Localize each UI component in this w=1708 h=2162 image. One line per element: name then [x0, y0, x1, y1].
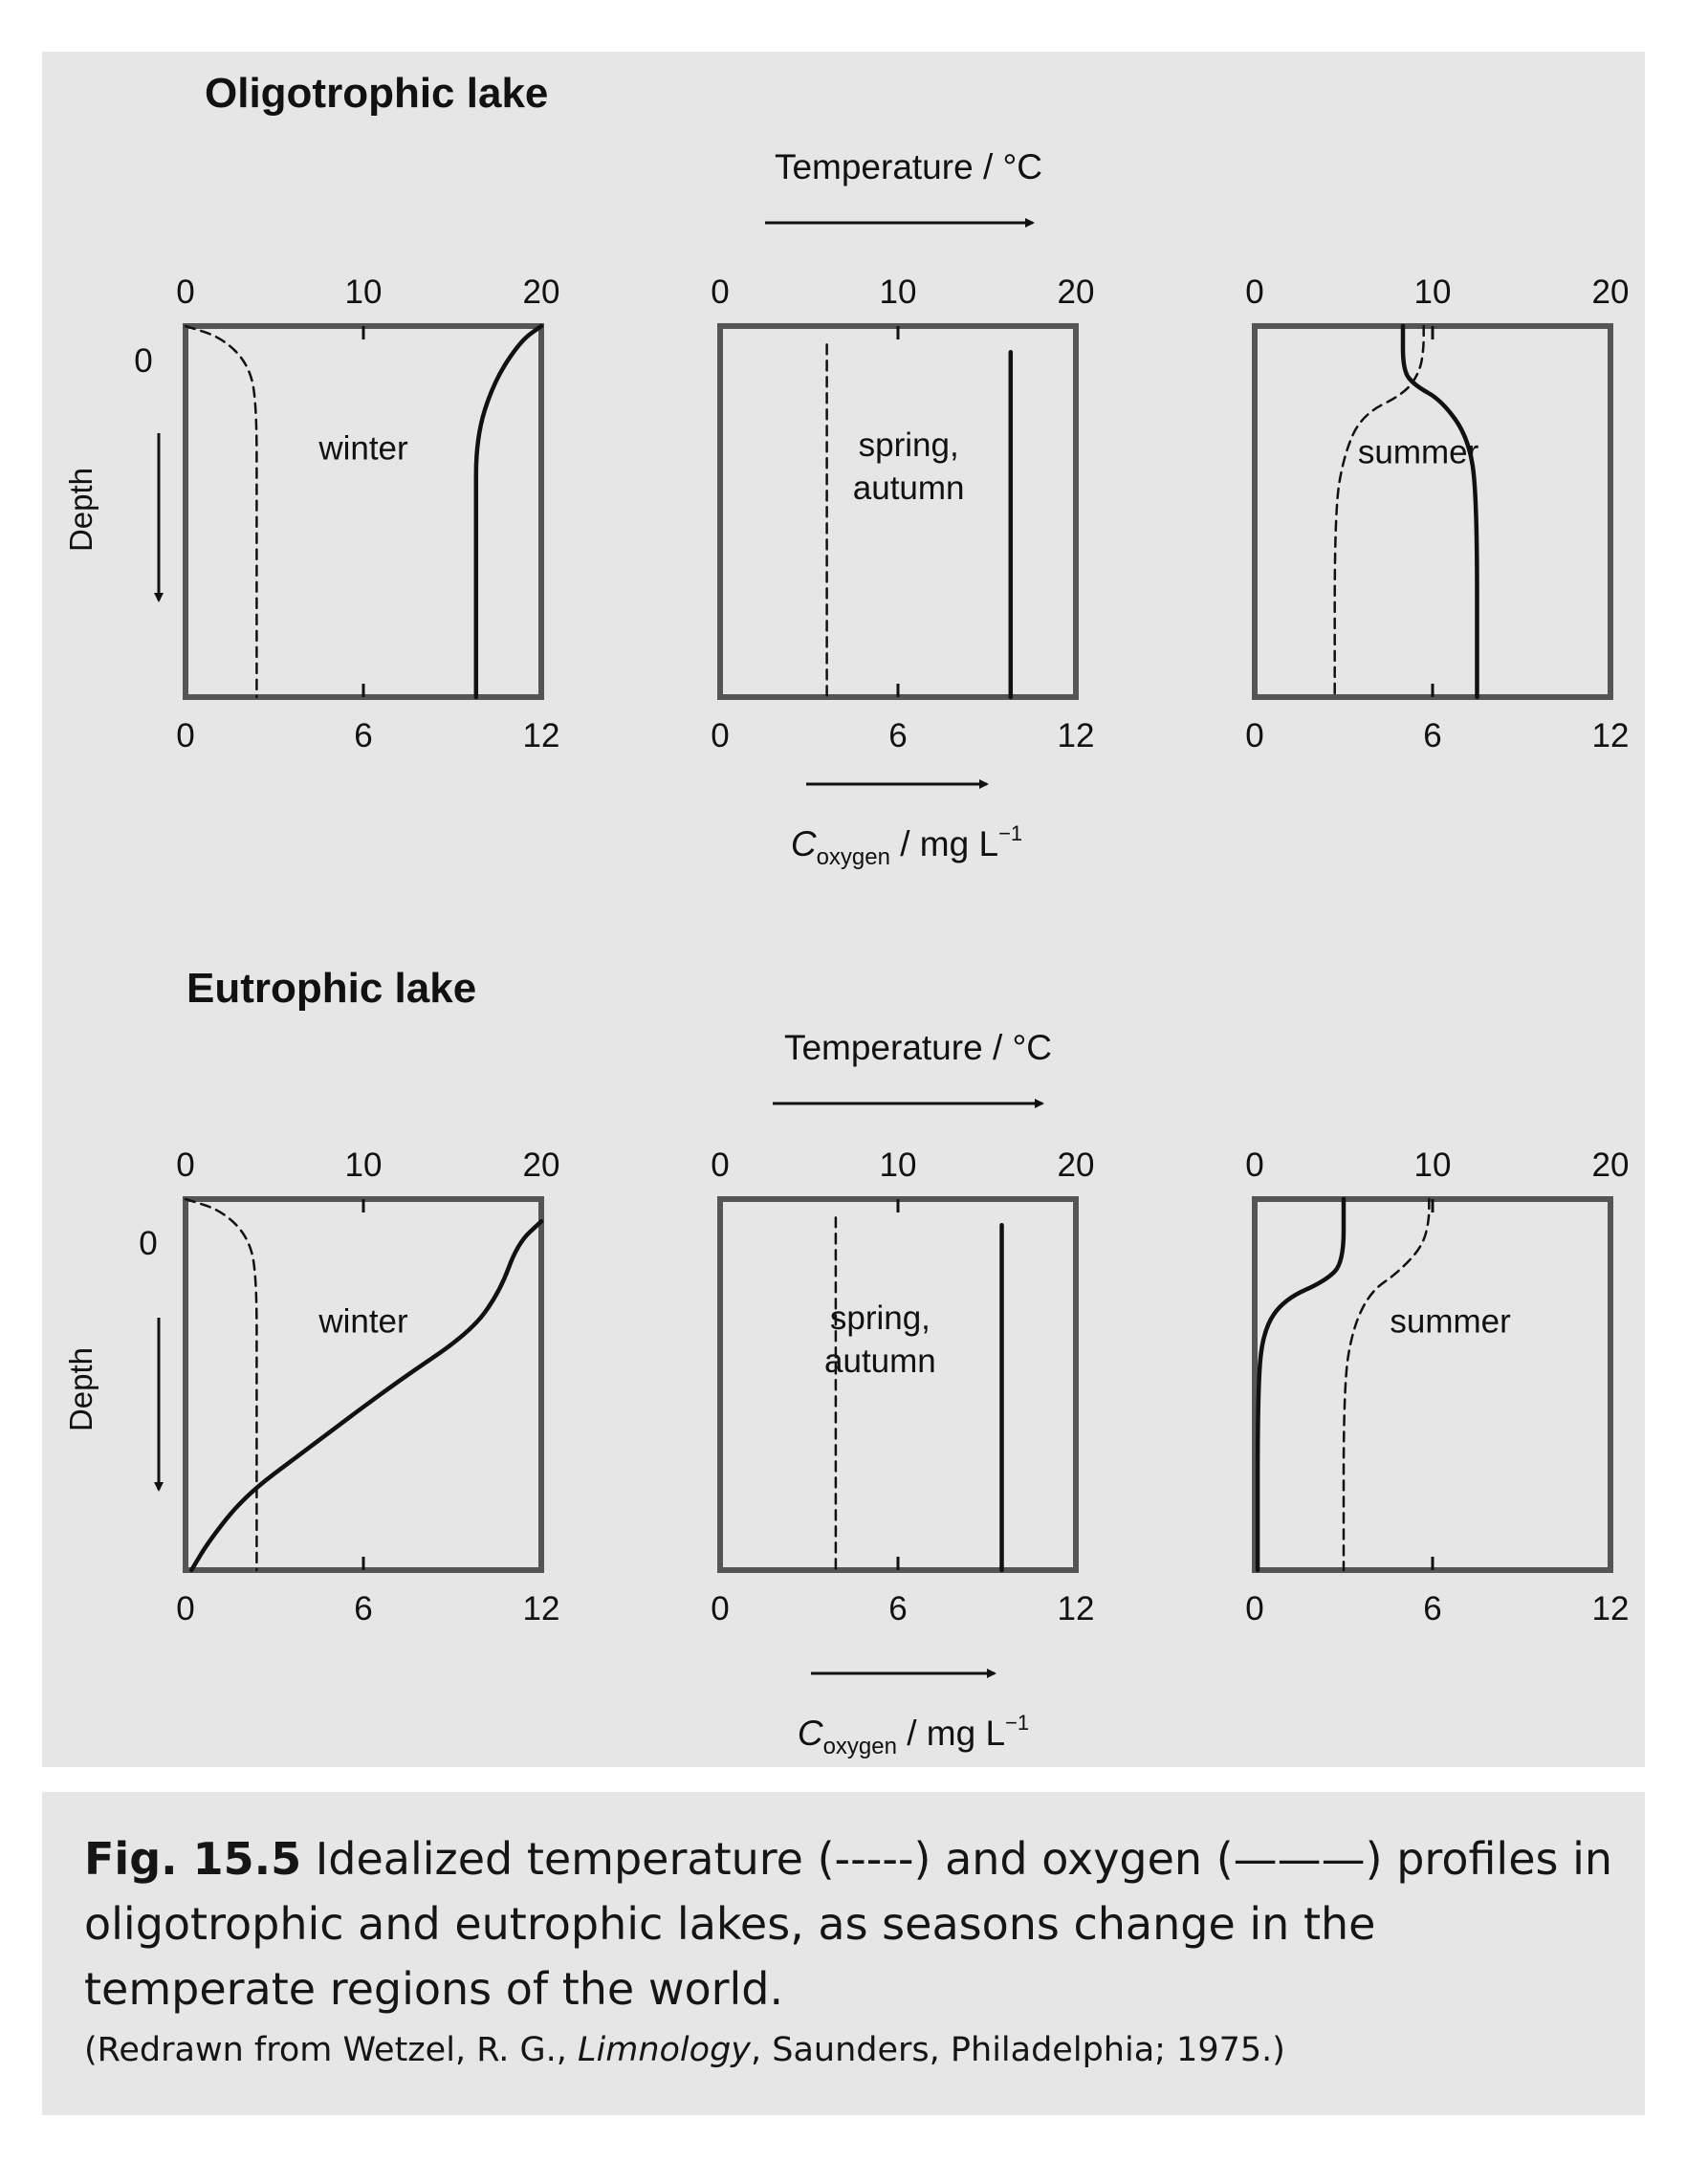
- figure-label: Fig. 15.5: [84, 1833, 302, 1885]
- temperature-tick-label: 0: [1245, 1147, 1264, 1184]
- depth-zero-label: 0: [134, 342, 153, 380]
- temperature-tick-label: 20: [1591, 273, 1630, 311]
- lake-title: Eutrophic lake: [186, 965, 477, 1012]
- temperature-tick-label: 20: [522, 273, 560, 311]
- panel-frame: [720, 1199, 1076, 1570]
- oxygen-tick-label: 0: [711, 717, 730, 754]
- panel-frame: [186, 326, 541, 697]
- oxygen-tick-label: 6: [354, 1590, 373, 1627]
- oxygen-tick-label: 12: [522, 1590, 560, 1627]
- profile-panel: [1245, 1147, 1629, 1627]
- credit-title: Limnology: [578, 2031, 751, 2069]
- oxygen-tick-label: 6: [1423, 717, 1442, 754]
- temperature-tick-label: 10: [344, 1147, 383, 1184]
- oxygen-tick-label: 6: [354, 717, 373, 754]
- profile-panel: [1245, 273, 1629, 754]
- panel-frame: [1255, 1199, 1610, 1570]
- oxygen-tick-label: 6: [888, 1590, 908, 1627]
- temperature-tick-label: 20: [1591, 1147, 1630, 1184]
- panel-frame: [1255, 326, 1610, 697]
- temperature-profile-line: [186, 1199, 256, 1570]
- oxygen-tick-label: 12: [522, 717, 560, 754]
- oxygen-tick-label: 12: [1057, 717, 1095, 754]
- profile-panel: [176, 273, 559, 754]
- panel-frame: [720, 326, 1076, 697]
- temperature-tick-label: 0: [1245, 273, 1264, 311]
- temperature-axis-title: Temperature / °C: [774, 147, 1043, 186]
- oxygen-profile-line: [1403, 326, 1478, 697]
- oxygen-tick-label: 0: [176, 1590, 195, 1627]
- temperature-axis-title: Temperature / °C: [783, 1028, 1053, 1067]
- oxygen-tick-label: 12: [1057, 1590, 1095, 1627]
- oxygen-axis-title: $C_{oxygen}$ / mg $L^{-1}$: [790, 821, 1023, 870]
- profile-panel: [711, 1147, 1094, 1627]
- oxygen-tick-label: 6: [888, 717, 908, 754]
- temperature-tick-label: 20: [1057, 1147, 1095, 1184]
- caption-text: Idealized temperature (-----) and oxygen (———) profiles in oligotrophic and eutrophic lakes, as seasons change in the temperate regions of the world.: [84, 1833, 1613, 2015]
- temperature-tick-label: 0: [711, 273, 730, 311]
- oxygen-tick-label: 12: [1591, 1590, 1630, 1627]
- depth-axis-label: Depth: [63, 1346, 99, 1432]
- profile-panel: [711, 273, 1094, 754]
- season-label: summer: [1357, 433, 1479, 471]
- temperature-tick-label: 10: [879, 273, 917, 311]
- temperature-tick-label: 10: [1413, 1147, 1452, 1184]
- depth-zero-label: 0: [139, 1225, 158, 1262]
- temperature-tick-label: 0: [711, 1147, 730, 1184]
- figure-caption: [84, 1826, 1614, 2021]
- oxygen-profile-line: [191, 1221, 541, 1570]
- oxygen-tick-label: 0: [1245, 717, 1264, 754]
- credit-suffix: , Saunders, Philadelphia; 1975.): [751, 2031, 1285, 2069]
- season-label: summer: [1390, 1302, 1511, 1341]
- temperature-profile-line: [186, 326, 256, 697]
- oxygen-tick-label: 0: [711, 1590, 730, 1627]
- temperature-tick-label: 0: [176, 273, 195, 311]
- oxygen-axis-title: $C_{oxygen}$ / mg $L^{-1}$: [797, 1711, 1030, 1759]
- temperature-tick-label: 20: [1057, 273, 1095, 311]
- oxygen-tick-label: 6: [1423, 1590, 1442, 1627]
- temperature-tick-label: 20: [522, 1147, 560, 1184]
- season-label: spring,: [829, 1299, 931, 1337]
- depth-axis-label: Depth: [63, 467, 99, 553]
- season-label: autumn: [824, 1342, 936, 1380]
- lake-title: Oligotrophic lake: [205, 70, 549, 117]
- oxygen-tick-label: 0: [1245, 1590, 1264, 1627]
- credit-prefix: (Redrawn from Wetzel, R. G.,: [84, 2031, 579, 2069]
- oxygen-tick-label: 12: [1591, 717, 1630, 754]
- season-label: autumn: [852, 469, 965, 507]
- profile-panels: [176, 273, 1629, 1627]
- temperature-tick-label: 0: [176, 1147, 195, 1184]
- figure-credit: [84, 2031, 1614, 2069]
- season-label: winter: [318, 429, 408, 468]
- panel-frame: [186, 1199, 541, 1570]
- season-label: spring,: [858, 426, 959, 464]
- profile-panel: [176, 1147, 559, 1627]
- oxygen-profile-line: [476, 326, 541, 697]
- oxygen-profile-line: [1258, 1199, 1344, 1570]
- temperature-tick-label: 10: [879, 1147, 917, 1184]
- temperature-profile-line: [1344, 1199, 1429, 1570]
- season-label: winter: [318, 1302, 408, 1341]
- temperature-tick-label: 10: [344, 273, 383, 311]
- temperature-tick-label: 10: [1413, 273, 1452, 311]
- oxygen-tick-label: 0: [176, 717, 195, 754]
